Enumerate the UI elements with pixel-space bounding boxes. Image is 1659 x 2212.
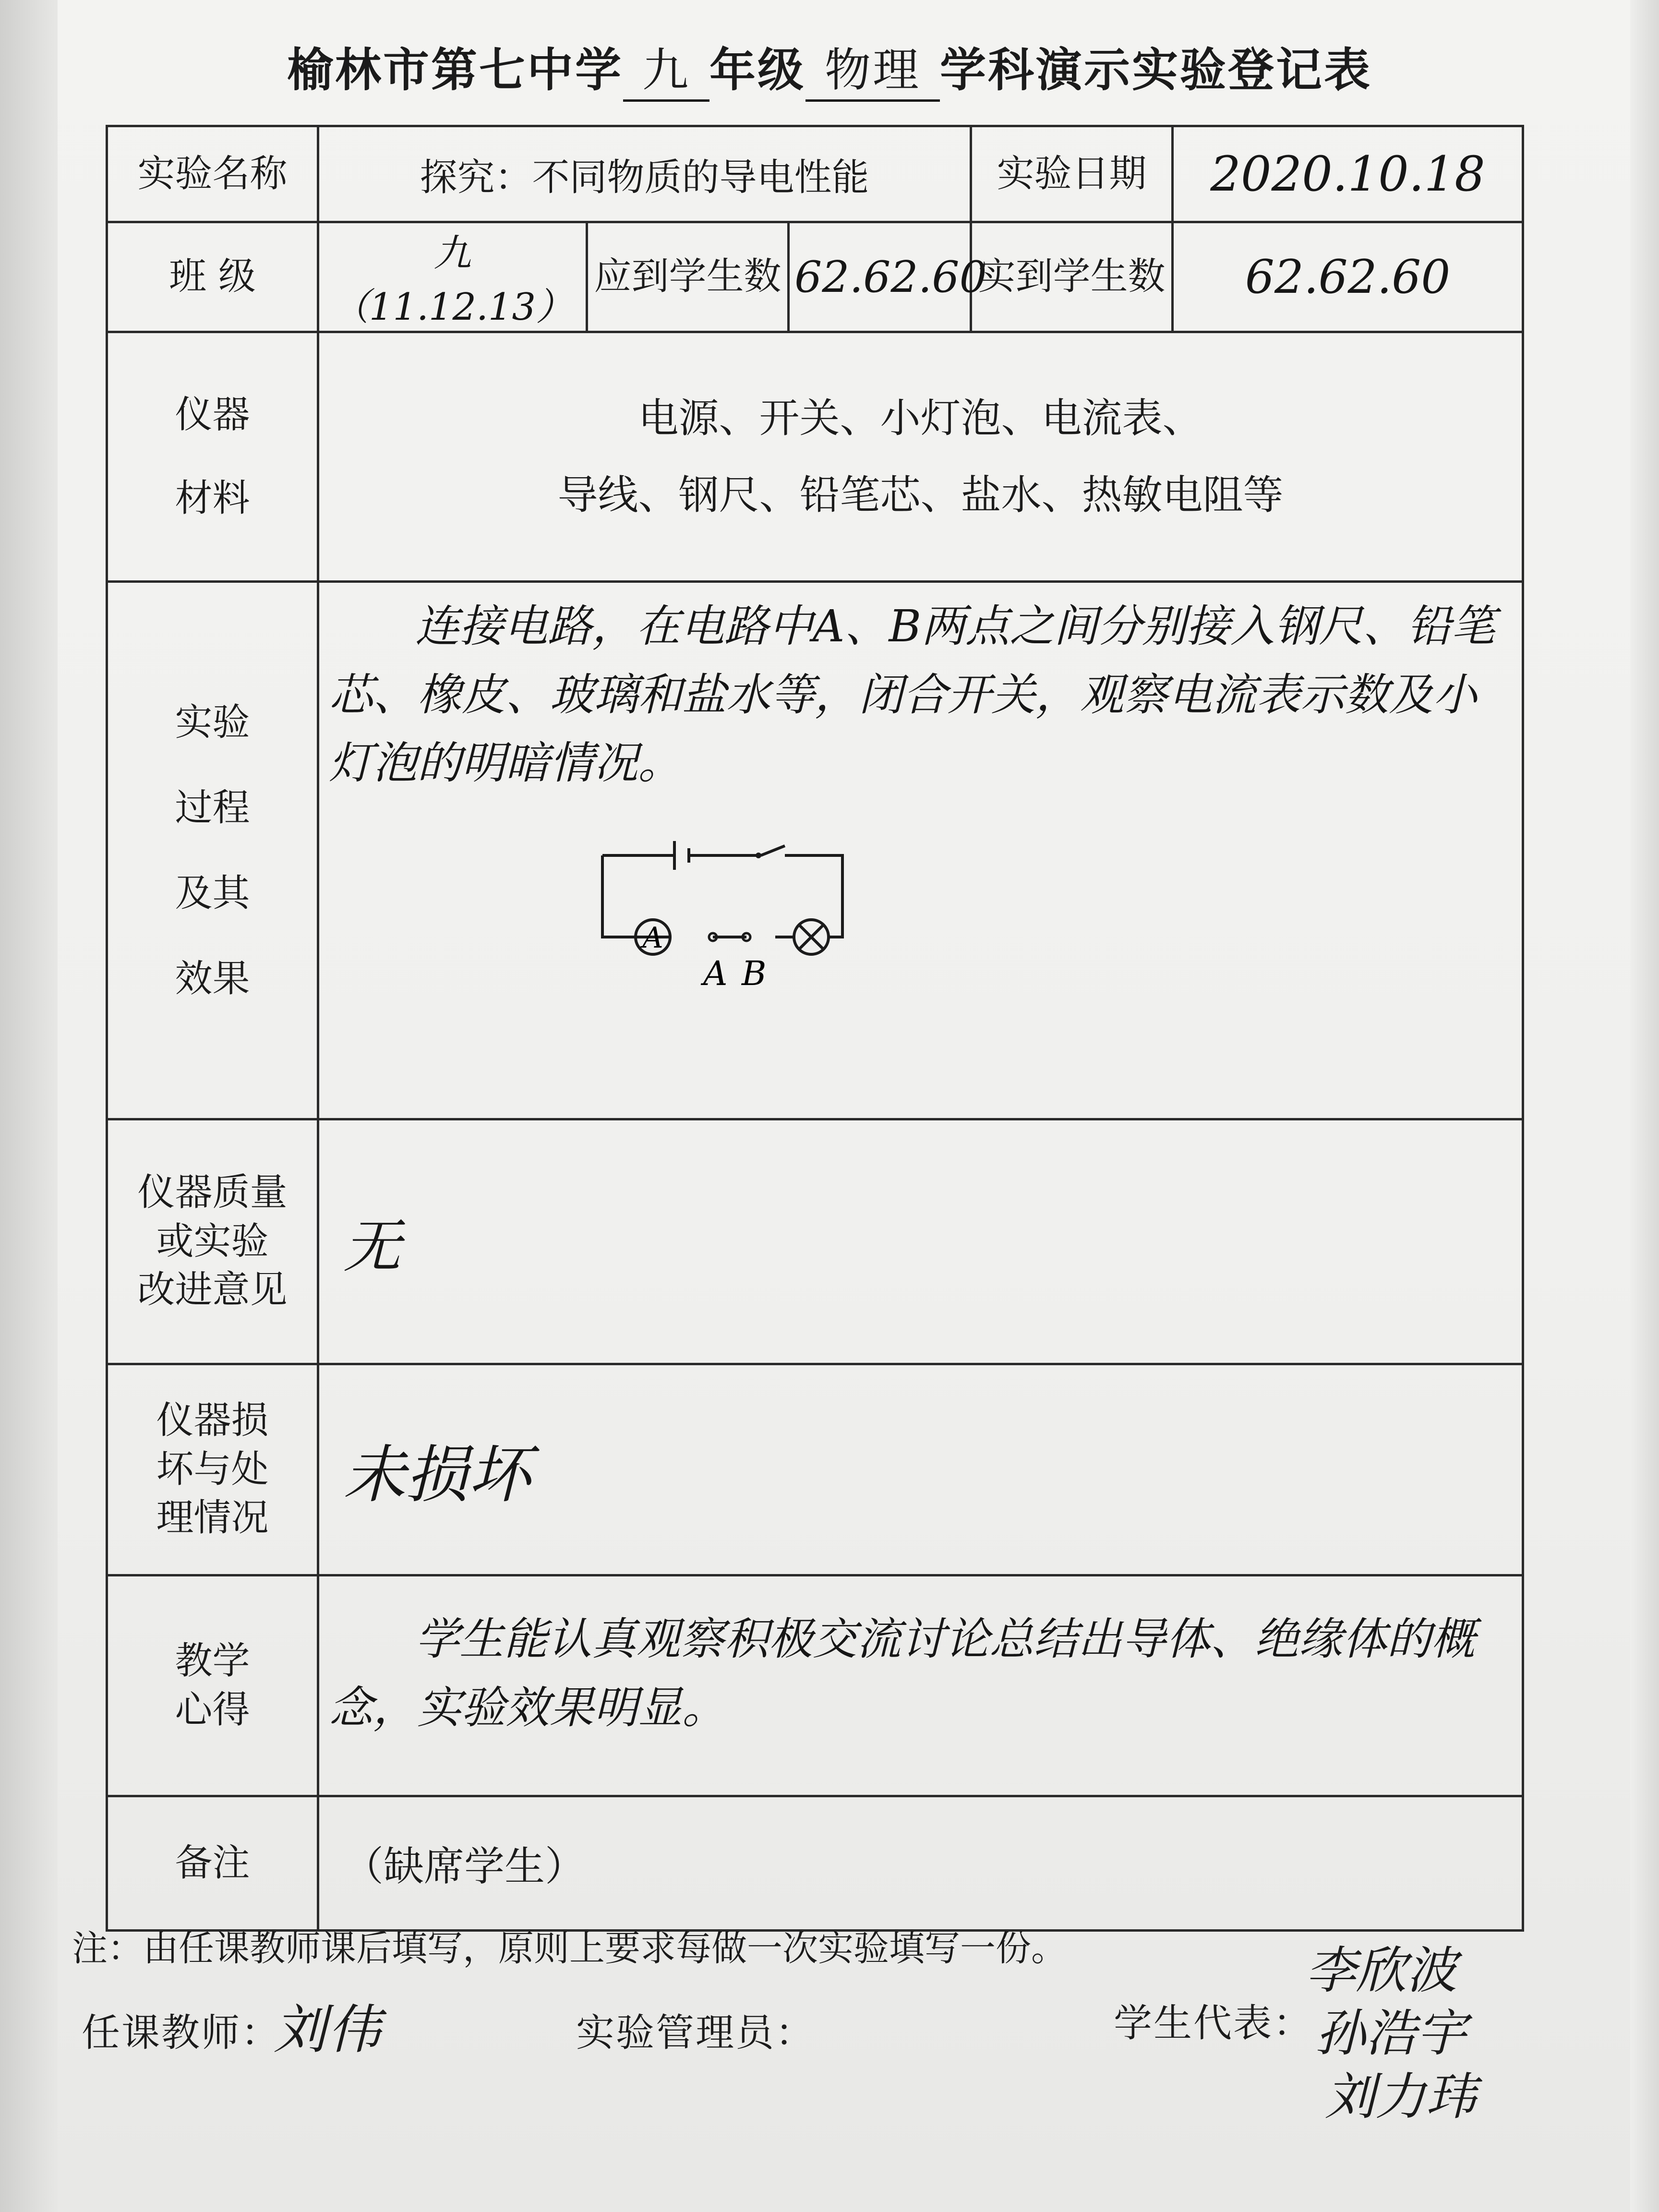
circuit-diagram xyxy=(593,827,862,999)
row-materials xyxy=(107,332,1523,582)
circuit-wires xyxy=(602,846,842,937)
reflection-label-1: 教学 xyxy=(175,1639,250,1683)
materials-line-2: 导线、钢尺、铅笔芯、盐水、热敏电阻等 xyxy=(557,471,1284,518)
subject-fill: 物理 xyxy=(805,34,940,102)
actual-count-value: 62.62.60 xyxy=(1173,222,1523,332)
expected-count-label: 应到学生数 xyxy=(587,222,789,332)
actual-count-label: 实到学生数 xyxy=(971,222,1173,332)
process-label-2: 过程 xyxy=(175,786,250,830)
row-remarks xyxy=(107,1796,1523,1931)
row-quality xyxy=(107,1119,1523,1364)
student-rep-3: 刘力玮 xyxy=(1325,2067,1477,2126)
expected-count-value: 62.62.60 xyxy=(789,222,971,332)
admin-label: 实验管理员： xyxy=(576,2010,815,2055)
teacher-label: 任课教师： xyxy=(82,2010,281,2055)
damage-label-3: 理情况 xyxy=(156,1496,269,1540)
page-edge xyxy=(1630,0,1659,2212)
damage-label-1: 仪器损 xyxy=(156,1399,269,1443)
ammeter-letter: A xyxy=(642,921,663,955)
class-value: 九（11.12.13） xyxy=(318,222,587,332)
experiment-register-table xyxy=(106,125,1524,1932)
row-reflection xyxy=(107,1575,1523,1796)
reflection-label xyxy=(107,1575,318,1796)
date-value: 2020.10.18 xyxy=(1173,126,1523,222)
process-label-1: 实验 xyxy=(175,700,250,744)
row-process xyxy=(107,582,1523,1119)
row-experiment-name xyxy=(107,126,1523,222)
student-rep-signatures xyxy=(1306,1939,1476,2128)
point-a-label: A xyxy=(703,953,728,993)
grade-fill: 九 xyxy=(623,34,709,102)
grade-suffix: 年级 xyxy=(709,43,805,97)
student-rep-2: 孙浩宇 xyxy=(1315,2004,1467,2063)
process-label-3: 及其 xyxy=(175,871,250,915)
remarks-label: 备注 xyxy=(107,1796,318,1931)
remarks-value: （缺席学生） xyxy=(318,1796,1523,1931)
date-label: 实验日期 xyxy=(971,126,1173,222)
title-suffix: 学科演示实验登记表 xyxy=(940,43,1372,97)
footnote: 注：由任课教师课后填写，原则上要求每做一次实验填写一份。 xyxy=(72,1928,1067,1969)
materials-line-1: 电源、开关、小灯泡、电流表、 xyxy=(638,394,1203,442)
teacher-signature: 刘伟 xyxy=(274,1999,382,2060)
quality-label-1: 仪器质量 xyxy=(137,1171,288,1214)
experiment-name-value: 探究：不同物质的导电性能 xyxy=(318,126,971,222)
row-class xyxy=(107,222,1523,332)
materials-label-line-1: 仪器 xyxy=(175,393,250,437)
quality-label-3: 改进意见 xyxy=(137,1268,288,1312)
process-label-4: 效果 xyxy=(175,957,250,1000)
materials-value xyxy=(318,332,1523,582)
student-rep-label: 学生代表： xyxy=(1114,2001,1313,2045)
switch-pivot xyxy=(756,853,761,858)
form-title xyxy=(0,34,1659,102)
binding-fold xyxy=(0,0,58,2212)
reflection-value xyxy=(318,1575,1523,1796)
student-rep-1: 李欣波 xyxy=(1306,1941,1457,2000)
school-name: 榆林市第七中学 xyxy=(287,43,623,97)
process-value xyxy=(318,582,1523,1119)
process-text: 连接电路，在电路中A、B两点之间分别接入钢尺、铅笔芯、橡皮、玻璃和盐水等，闭合开关，观察电流表示数及小灯泡的明暗情况。 xyxy=(329,601,1496,789)
damage-value: 未损坏 xyxy=(318,1364,1523,1575)
quality-value: 无 xyxy=(318,1119,1523,1364)
damage-label-2: 坏与处 xyxy=(156,1447,269,1491)
quality-label-2: 或实验 xyxy=(156,1219,269,1263)
class-label: 班 级 xyxy=(107,222,318,332)
materials-label-line-2: 材料 xyxy=(175,476,250,520)
reflection-text: 学生能认真观察积极交流讨论总结出导体、绝缘体的概念，实验效果明显。 xyxy=(329,1613,1476,1733)
point-b-label: B xyxy=(742,953,767,993)
lamp-cross xyxy=(799,925,823,949)
process-label xyxy=(107,582,318,1119)
row-damage xyxy=(107,1364,1523,1575)
experiment-name-label: 实验名称 xyxy=(107,126,318,222)
damage-label xyxy=(107,1364,318,1575)
materials-label xyxy=(107,332,318,582)
quality-label xyxy=(107,1119,318,1364)
reflection-label-2: 心得 xyxy=(175,1688,250,1731)
